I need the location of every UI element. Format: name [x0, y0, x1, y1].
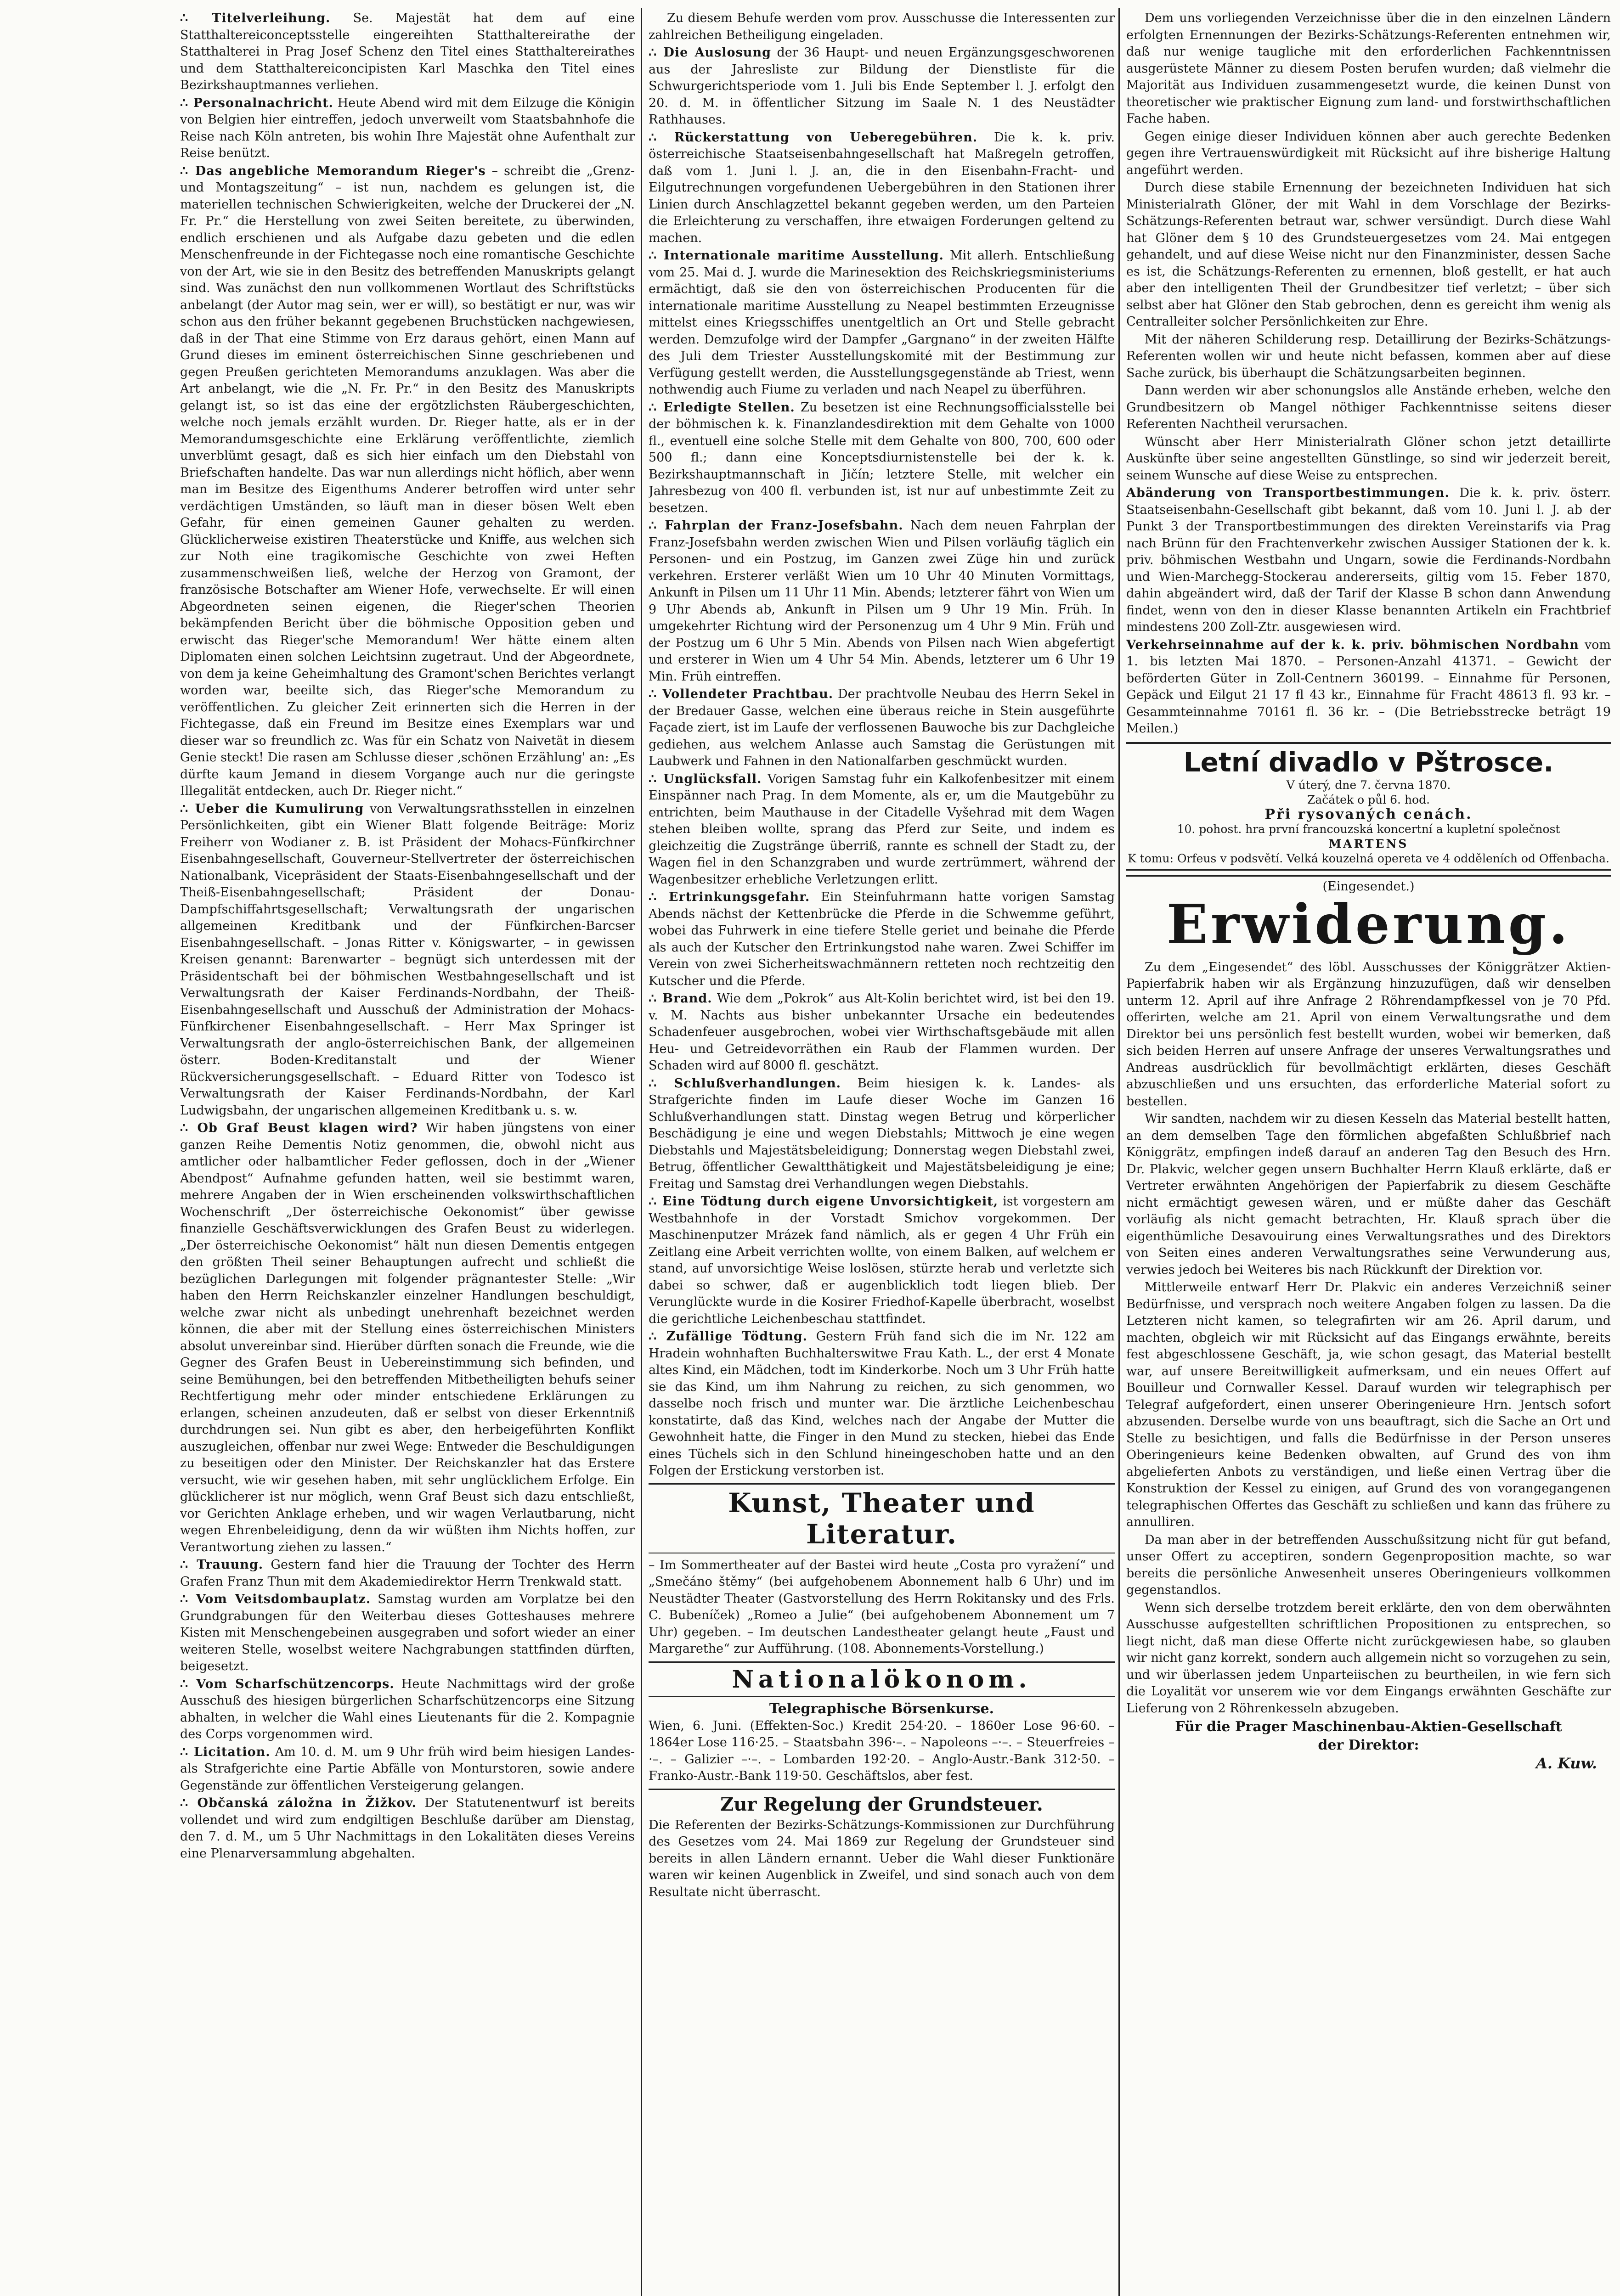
article — [649, 248, 1115, 399]
column-rule — [1118, 8, 1120, 2296]
erwiderung-paragraph: Da man aber in der betreffenden Ausschußsitzung nicht für gut befand, unser Offert zu acceptiren, sondern Gegenproposition machte, so war bereits die persönliche Anwesenheit unseres Oberingenieurs vollkommen gegenstandlos. — [1126, 1532, 1611, 1597]
article-heading: ∴ Schlußverhandlungen. — [649, 1076, 841, 1091]
article-text: Dem uns vorliegenden Verzeichnisse über die in den einzelnen Ländern erfolgten Ernennungen der Bezirks-Schätzungs-Referenten entnehmen wir, daß nur wenige taugliche mit den erforderlichen Fachkenntnissen ausgerüstete Männer zu diesem Posten berufen wurden; daß vielmehr die Majorität aus Individuen zusammengesetzt wurde, die keinen Dunst von theoretischer wie praktischer Eignung zum land- und forstwirthschaftlichen Fache haben. — [1126, 11, 1611, 126]
article-heading: ∴ Unglücksfall. — [649, 771, 762, 786]
article — [649, 1328, 1115, 1480]
article — [649, 45, 1115, 129]
erwiderung-paragraph: Zu dem „Eingesendet“ des löbl. Ausschusses der Königgrätzer Aktien-Papierfabrik haben wir als Ergänzung hinzuzufügen, daß wir denselben unterm 12. April auf ihre Anfrage 2 Röhrendampfkessel von je 70 Pfd. offerirten, welche am 21. April von einem Verwaltungsrathe und dem Direktor bei uns persönlich fest bestellt wurden, wobei wir bemerken, daß sich beiden Herren auf unsere Anfrage der unseres Verwaltungsrathes und Andreas ausdrücklich für bevollmächtigt erklärten, dieses Geschäft abzuschließen und uns ersuchten, das erforderliche Material sofort zu bestellen. — [1126, 960, 1611, 1109]
article-heading: ∴ Zufällige Tödtung. — [649, 1329, 808, 1344]
kunst-article: – Im Sommertheater auf der Bastei wird heute „Costa pro vyražení“ und „Smečáno štěmy“ (bei aufgehobenem Abonnement halb 6 Uhr) und im Neustädter Theater (Gastvorstellung des Herrn Rokitansky und des Frls. C. Bubeníček) „Romeo a Julie“ (bei aufgehobenem Abonnement um 7 Uhr) gegeben. – Im deutschen Landestheater gelangt heute „Faust und Margarethe“ zur Aufführung. (108. Abonnements-Vorstellung.) — [649, 1558, 1115, 1656]
signature-name: A. Kuw. — [1536, 1755, 1597, 1772]
article-heading: ∴ Die Auslosung — [649, 45, 771, 60]
article-text: Se. Majestät hat dem auf eine Statthaltereiconceptsstelle eingereihten Statthaltereirathe der Statthalterei in Prag Josef Schenz den Titel eines Statthaltereirathes und dem Statthaltereiconcipisten Karl Maschka den Titel eines Bezirkshauptmannes verliehen. — [180, 11, 635, 92]
article-heading: ∴ Trauung. — [180, 1558, 264, 1572]
signature-company: Für die Prager Maschinenbau-Aktien-Gesellschaft — [1175, 1719, 1562, 1735]
article-text: Vorigen Samstag fuhr ein Kalkofenbesitzer mit einem Einspänner nach Prag. In dem Momente, als er, um die Mautgebühr zu entrichten, beim Mauthause in der Citadelle Vyšehrad mit dem Wagen stehen bleiben wollte, sprang das Pferd zur Seite, und indem es gleichzeitig die Zugstränge überriß, rannte es schnell der Stadt zu, der Wagen fiel in den Schanzgraben und wurde zertrümmert, während der Wagenbesitzer erhebliche Verletzungen erlitt. — [649, 771, 1115, 887]
article-heading: ∴ Vollendeter Prachtbau. — [649, 687, 834, 701]
article-heading: Abänderung von Transportbestimmungen. — [1126, 486, 1450, 500]
theatre-concert: 10. pohost. hra první francouzská koncertní a kupletní společnost — [1177, 822, 1560, 836]
article-heading: ∴ Fahrplan der Franz-Josefsbahn. — [649, 518, 903, 533]
article-text: Gestern fand hier die Trauung der Tochter des Herrn Grafen Franz Thun mit dem Akademiedirektor Herrn Trenkwald statt. — [180, 1558, 635, 1589]
article-heading: ∴ Občanská záložna in Žižkov. — [180, 1796, 417, 1810]
article-text: Nach dem neuen Fahrplan der Franz-Josefsbahn werden zwischen Wien und Pilsen vorläufig täglich ein Personen- und ein Postzug, im Ganzen zwei Züge hin und zurück verkehren. Ersterer verläßt Wien um 10 Uhr 40 Minuten Vormittags, Ankunft in Pilsen um 11 Uhr 11 Min. Abends; letzterer fährt von Wien um 9 Uhr Abends ab, Ankunft in Pilsen um 9 Uhr 19 Min. Früh. In umgekehrter Richtung wird der Personenzug um 4 Uhr 9 Min. Früh und der Postzug um 6 Uhr 5 Min. Abends von Pilsen nach Wien abgefertigt und ersterer in Wien um 4 Uhr 54 Min. Abends, letzterer um 6 Uhr 19 Min. Früh eintreffen. — [649, 518, 1115, 684]
grundsteuer-title: Zur Regelung der Grundsteuer. — [649, 1789, 1115, 1815]
article-text: Gegen einige dieser Individuen können aber auch gerechte Bedenken gegen ihre Vertrauenswürdigkeit mit Rücksicht auf ihre bisherige Haltung angeführt werden. — [1126, 129, 1611, 177]
article-heading: ∴ Ertrinkungsgefahr. — [649, 890, 810, 904]
article — [649, 518, 1115, 685]
article — [1126, 383, 1611, 433]
column-rule — [641, 8, 642, 2296]
article — [180, 1795, 635, 1862]
article-heading: ∴ Ob Graf Beust klagen wird? — [180, 1121, 418, 1135]
article — [180, 1744, 635, 1795]
erwiderung-title: Erwiderung. — [1166, 892, 1571, 956]
column-2 — [649, 10, 1115, 2296]
theatre-start: Začátek o půl 6. hod. — [1307, 793, 1430, 806]
theatre-advert — [1126, 742, 1611, 871]
article-text: Durch diese stabile Ernennung der bezeichneten Individuen hat sich Ministerialrath Glöner, der mit Wahl in dem Vorschlage der Bezirks-Schätzungs-Referenten betraut war, schwer versündigt. Durch diese Wahl hat Glöner dem § 10 des Grundsteuergesetzes vom 24. Mai entgegen gehandelt, und auf diese Weise nicht nur den Finanzminister, dessen Sache es ist, die Schätzungs-Referenten zu ernennen, bloß gestellt, er hat auch aber den intelligenten Theil der Grundbesitzer tief verletzt; – über sich selbst aber hat Glöner den Stab gebrochen, denn es gereicht ihm wenig als Centralleiter solcher Persönlichkeiten zur Ehre. — [1126, 180, 1611, 329]
eingesendet-label: (Eingesendet.) — [1126, 875, 1611, 894]
article — [1126, 485, 1611, 636]
article — [180, 95, 635, 162]
article-text: Ein Steinfuhrmann hatte vorigen Samstag Abends nächst der Kettenbrücke die Pferde in die Schwemme geführt, wobei das Fuhrwerk in eine tiefere Stelle geriet und beinahe die Pferde als auch der Kutscher den Ertrinkungstod nahe waren. Zwei Schiffer im Verein von zwei Sicherheitswachmännern retteten noch rechtzeitig den Kutscher und die Pferde. — [649, 890, 1115, 988]
article — [649, 771, 1115, 889]
article — [1126, 10, 1611, 128]
theatre-date: V úterý, dne 7. června 1870. — [1286, 778, 1451, 792]
article-text: Dann werden wir aber schonungslos alle Anstände erheben, welche den Grundbesitzern ob Mangel nöthiger Fachkenntnisse seitens dieser Referenten Nachtheil verursachen. — [1126, 383, 1611, 431]
column-3-articles — [1126, 10, 1611, 737]
article-heading: ∴ Internationale maritime Ausstellung. — [649, 248, 944, 263]
article — [649, 400, 1115, 517]
article-text: Wie dem „Pokrok“ aus Alt-Kolin berichtet wird, ist bei den 19. v. M. Nachts aus bisher unbekannter Ursache ein bedeutendes Schadenfeuer ausgebrochen, wobei vier Wirthschaftsgebäude mit allen Heu- und Getreidevorräthen ein Raub der Flammen wurden. Der Schaden wird auf 8000 fl. geschätzt. — [649, 991, 1115, 1073]
article-text: Gestern Früh fand sich die im Nr. 122 am Hradein wohnhaften Buchhalterswitwe Frau Kath. L., der erst 4 Monate altes Kind, ein Mädchen, todt im Kinderkorbe. Noch um 3 Uhr Früh hatte sie das Kind, um ihm Nahrung zu reichen, zu sich genommen, wo dasselbe noch frisch und munter war. Die ärztliche Leichenbeschau konstatirte, daß das Kind, welches nach der Angabe der Mutter die Gewohnheit hatte, die Finger in den Mund zu stecken, hiebei das Ende eines Tüchels sich in den Schlund hineingeschoben hatte und an den Folgen der Erstickung verstorben ist. — [649, 1329, 1115, 1478]
article — [649, 129, 1115, 247]
article-heading: ∴ Ueber die Kumulirung — [180, 801, 364, 816]
article — [1126, 180, 1611, 331]
theatre-company: MARTENS — [1328, 837, 1409, 850]
article — [180, 801, 635, 1120]
erwiderung-paragraph: Wir sandten, nachdem wir zu diesen Kesseln das Material bestellt hatten, an dem demselben Tage den förmlichen abgefaßten Schlußbrief nach Königgrätz, empfingen indeß darauf an anderen Tag den Besuch des Hrn. Dr. Plakvic, welcher gegen unsern Buchhalter Herrn Klauß erklärte, daß er Vertreter erwähnten Angehörigen der Papierfabrik zu diesem Geschäfte nicht ermächtigt gewesen wären, und er müßte daher das Geschäft vorläufig als nicht gemacht betrachten, Hr. Klauß sprach über die eigenthümliche Desavouirung eines Verwaltungsrathes und des Direktors von Seiten eines anderen Verwaltungsrathes seine Verwunderung aus, verwies jedoch bei Weiteres bis nach Rückkunft der Direktion vor. — [1126, 1112, 1611, 1277]
erwiderung-body — [1126, 959, 1611, 1717]
article-text: Mit allerh. Entschließung vom 25. Mai d. J. wurde die Marinesektion des Reichskriegsministeriums ermächtigt, daß sie den von österreichischen Producenten für die internationale maritime Ausstellung zu Neapel bestimmten Erzeugnisse mittelst eines Kriegsschiffes unentgeltlich an Ort und Stelle gebracht werden. Demzufolge wird der Dampfer „Gargnano“ in der zweiten Hälfte des Juli dem Triester Ausstellungskomité mit der Bestimmung zur Verfügung gestellt werden, die Ausstellungsgegenstände ab Triest, wenn nothwendig auch Fiume zu verladen und nach Neapel zu überführen. — [649, 248, 1115, 397]
article-heading: ∴ Rückerstattung von Ueberegebühren. — [649, 130, 978, 145]
article-text: Samstag wurden am Vorplatze bei den Grundgrabungen für den Weiterbau dieses Gotteshauses mehrere Kisten mit Menschengebeinen ausgegraben und sofort wieder an einer weiteren Stelle, woselbst weitere Nachgrabungen stattfinden dürften, beigesetzt. — [180, 1592, 635, 1673]
article — [1126, 129, 1611, 179]
erwiderung-paragraph: Wenn sich derselbe trotzdem bereit erklärte, den von dem oberwähnten Ausschusse aufgestellten schriftlichen Propositionen zu entsprechen, so liegt nicht, daß man diese Offerte nicht zurückgewiesen habe, so glauben wir nicht ganz korrekt, sondern auch allgemein nicht so vorzugehen zu sein, und wir überlassen jedem Unparteiischen zu beurtheilen, in wie fern sich die Loyalität vor unserem wie vor dem Eingangs erwähnten Geschäfte zur Lieferung von 2 Röhrenkesseln abzugeben. — [1126, 1600, 1611, 1716]
article — [649, 686, 1115, 770]
article-heading: ∴ Erledigte Stellen. — [649, 400, 795, 415]
erwiderung-paragraph: Mittlerweile entwarf Herr Dr. Plakvic ein anderes Verzeichniß seiner Bedürfnisse, und versprach noch weitere Angaben folgen zu lassen. Da die Letzteren nicht kamen, so telegrafirten wir am 26. April darum, und machten, obgleich wir mit Rücksicht auf das Eingangs erwähnte, bereits fest abgeschlossene Geschäft, ja, wie schon gesagt, das Material bestellt war, auf unsere Bereitwilligkeit aufmerksam, und ein neues Offert auf Bouilleur und Cornwaller Kessel. Darauf wurden wir telegraphisch per Telegraf aufgefordert, einen unserer Oberingenieure Hrn. Jentsch sofort abzusenden. Derselbe wurde von uns beauftragt, sich die Sache an Ort und Stelle zu besichtigen, und falls die Bedürfnisse in der Person unseres Oberingenieurs keine Bedenken obwalten, auf Grund des von ihm abgelieferten Anbots zu verständigen, und ließe einen Vertrag über die Konstruktion der Kessel zu einigen, auf Grund des von vorangegangenen telegraphischen Offertes das Geschäft zu schließen und kann das frühere zu annulliren. — [1126, 1280, 1611, 1529]
boersenkurse-subtitle: Telegraphische Börsenkurse. — [769, 1700, 994, 1717]
theatre-prices: Při rysovaných cenách. — [1264, 806, 1473, 822]
article-text: Heute Nachmittags wird der große Ausschuß des hiesigen bürgerlichen Scharfschützencorps eine Sitzung abhalten, in welcher die Wahl eines Lieutenants für die 2. Kompagnie des Corps vorgenommen wird. — [180, 1677, 635, 1741]
article — [1126, 637, 1611, 737]
article-text: von Verwaltungsrathsstellen in einzelnen Persönlichkeiten, gibt ein Wiener Blatt folgende Beiträge: Moriz Freiherr von Wodianer z. B. ist Präsident der Mohacs-Fünfkirchner Eisenbahngesellschaft, Gouverneur-Stellvertreter der österreichischen Nationalbank, Vicepräsident der Staats-Eisenbahngesellschaft und der Theiß-Eisenbahngesellschaft; Präsident der Donau-Dampfschiffahrtsgesellschaft; Verwaltungsrath der ungarischen allgemeinen Kreditbank und der Fünfkirchen-Barcser Eisenbahngesellschaft. – Jonas Ritter v. Königswarter, – in gewissen Kreisen genannt: Barenwarter – begnügt sich unterdessen mit der Präsidentschaft bei der böhmischen Westbahngesellschaft und ist Verwaltungsrath der Kaiser Ferdinands-Nordbahn, der Theiß-Eisenbahngesellschaft und Ausschuß der Administration der Mohacs-Fünfkirchener Eisenbahngesellschaft. – Herr Max Springer ist Verwaltungsrath der anglo-österreichischen Bank, der allgemeinen österr. Boden-Kreditanstalt und der Wiener Rückversicherungsgesellschaft. – Eduard Ritter von Todesco ist Verwaltungsrath der Kaiser Ferdinands-Nordbahn, der Karl Ludwigsbahn, der ungarischen allgemeinen Kreditbank u. s. w. — [180, 801, 635, 1118]
article-text: Beim hiesigen k. k. Landes- als Strafgerichte finden im Laufe dieser Woche im Ganzen 16 Schlußverhandlungen statt. Dinstag wegen Betrug und körperlicher Beschädigung je eine und wegen Diebstahls; Mittwoch je eine wegen Diebstahls und Majestätsbeleidigung; Donnerstag wegen Diebstahl zwei, Betrug, öffentlicher Gewaltthätigkeit und Majestätsbeleidigung je eine; Freitag und Samstag drei Verhandlungen wegen Diebstahls. — [649, 1076, 1115, 1191]
article-text: der 36 Haupt- und neuen Ergänzungsgeschworenen aus der Jahresliste zur Bildung der Dienstliste für die Schwurgerichtsperiode vom 1. Juli bis Ende September l. J. erfolgt den 20. d. M. in öffentlicher Sitzung im Saale N. 1 des Neustädter Rathhauses. — [649, 45, 1115, 127]
theatre-finale: K tomu: Orfeus v podsvětí. Velká kouzelná opereta ve 4 odděleních od Offenbacha. — [1128, 851, 1609, 865]
column-3 — [1126, 10, 1611, 2296]
article-heading: ∴ Titelverleihung. — [180, 11, 331, 25]
section-title-kunst: Kunst, Theater und Literatur. — [649, 1483, 1115, 1553]
signature-role: der Direktor: — [1318, 1737, 1419, 1753]
article-text: Wünscht aber Herr Ministerialrath Glöner schon jetzt detaillirte Auskünfte über seine angestellten Günstlinge, so sind wir jederzeit bereit, seinem Wunsche auf diese Weise zu entsprechen. — [1126, 434, 1611, 483]
article-heading: ∴ Licitation. — [180, 1745, 271, 1759]
article — [1126, 434, 1611, 484]
article — [1126, 332, 1611, 382]
article-text: Die k. k. priv. österreichische Staatseisenbahngesellschaft hat Maßregeln getroffen, daß vom 1. Juni l. J. an, die in den Eisenbahn-Fracht- und Eilgutrechnungen vorgefundenen Uebergebühren in den Stationen ihrer Linien durch Anschlagzettel bekannt gegeben werden, um den Parteien die Erleichterung zu verschaffen, ihre etwaigen Forderungen geltend zu machen. — [649, 130, 1115, 245]
article — [180, 1557, 635, 1590]
column-1 — [180, 10, 635, 2296]
article — [649, 889, 1115, 990]
article — [649, 10, 1115, 44]
grundsteuer-text: Die Referenten der Bezirks-Schätzungs-Kommissionen zur Durchführung des Gesetzes vom 24. Mai 1869 zur Regelung der Grundsteuer sind bereits in allen Ländern ernannt. Ueber die Wahl dieser Funktionäre waren wir keinen Augenblick in Zweifel, und sind sonach auch von dem Resultate nicht überrascht. — [649, 1818, 1115, 1899]
article-text: Der prachtvolle Neubau des Herrn Sekel in der Bredauer Gasse, welchen eine überaus reiche in Stein ausgeführte Façade ziert, ist im Laufe der verflossenen Bauwoche bis zur Dachgleiche gediehen, aus welchem Anlasse auch Samstag die Gerüstungen mit Laubwerk und Fahnen in den Nationalfarben geschmückt wurden. — [649, 687, 1115, 768]
column-2-articles — [649, 10, 1115, 1480]
article-heading: ∴ Das angebliche Memorandum Rieger's — [180, 163, 486, 178]
article — [180, 163, 635, 800]
article-text: Zu diesem Behufe werden vom prov. Ausschusse die Interessenten zur zahlreichen Betheiligung eingeladen. — [649, 11, 1115, 42]
article-text: – schreibt die „Grenz- und Montagszeitung“ – ist nun, nachdem es gelungen ist, die materiellen technischen Schwierigkeiten, welche der Druckerei der „N. Fr. Pr.“ die Herstellung von zwei Seiten bereitete, zu überwinden, endlich erschienen und als Aufgabe dazu gebeten und die edlen Menschenfreunde in der Fichtegasse noch eine romantische Geschichte von der Art, wie sie in den Besitz des betreffenden Manuskripts gelangt sind. Was zunächst den nun vollkommenen Wortlaut des Schriftstücks anbelangt (der Autor mag sein, wer er will), so bestätigt er nur, was wir schon aus den früher bekannt gegebenen Bruchstücken nachgewiesen, daß in der That eine Stimme von Erz daraus gehört, einen Mann auf Grund dieses im eminent österreichischen Sinne geschriebenen und gegen Preußen gerichteten Memorandums anzuklagen. Was aber die Art anbelangt, wie die „N. Fr. Pr.“ in den Besitz des Manuskripts gelangt ist, so ist das eine der ergötzlichsten Räubergeschichten, welche noch jemals erzählt wurden. Dr. Rieger hatte, als er in der Memorandumsgeschichte eine Erklärung veröffentlichte, ziemlich unverblümt gesagt, daß es sich hier einfach um den Diebstahl von Briefschaften handelte. Das war nun allerdings nicht höflich, aber wenn man im Besitze des Eigenthums Anderer betroffen wird unter sehr verdächtigen Umständen, so läuft man in dieser bösen Welt eben Gefahr, für einen gemeinen Gauner gehalten zu werden. Glücklicherweise existiren Theaterstücke und Kniffe, aus welchen sich zur Noth eine tragikomische Geschichte von zwei Heften zusammenschweißen ließ, welche der Herzog von Gramont, der französische Botschafter am Wiener Hofe, verwechselte. Er will einen Abgeordneten seinen eigenen, die Rieger'schen Theorien bekämpfenden Bericht über die böhmische Opposition geben und erwischt das Rieger'sche Memorandum! Wer hätte einem alten Diplomaten einen solchen Leichtsinn zugetraut. Und der Abgeordnete, von dem ja keine Geheimhaltung des Gramont'schen Berichtes verlangt worden war, beeilte sich, das Rieger'sche Memorandum zu veröffentlichen. Zu gleicher Zeit erinnerten sich die Herren in der Fichtegasse, daß ein Freund im Besitze eines Exemplars war und dieser war so freundlich zc. Was für ein Schatz von Naivetät in diesem Genie steckt! Die rasen am Schlusse dieser ‚schönen Erzählung' an: „Es dürfte kaum Jemand in diesem Vorgange auch nur die geringste Illegalität entdecken, auch Dr. Rieger nicht.“ — [180, 163, 635, 798]
article-text: Am 10. d. M. um 9 Uhr früh wird beim hiesigen Landes- als Strafgerichte eine Partie Abfälle von Monturstoren, sowie andere Gegenstände zur öffentlichen Versteigerung gelangen. — [180, 1745, 635, 1793]
article — [180, 10, 635, 94]
article-text: Heute Abend wird mit dem Eilzuge die Königin von Belgien hier eintreffen, jedoch unverweilt vom Staatsbahnhofe die Reise nach Köln antreten, bis wohin Ihre Majestät ohne Aufenthalt zur Reise benützt. — [180, 96, 635, 160]
article-heading: ∴ Eine Tödtung durch eigene Unvorsichtigkeit, — [649, 1194, 999, 1209]
boersenkurse-text: Wien, 6. Juni. (Effekten-Soc.) Kredit 254·20. – 1860er Lose 96·60. – 1864er Lose 116·25. – Staatsbahn 396·–. – Napoleons –·–. – Steuerfreies –·–. – Galizier –·–. – Lombarden 192·20. – Anglo-Austr.-Bank 312·50. – Franko-Austr.-Bank 119·50. Geschäftslos, aber fest. — [649, 1718, 1115, 1783]
article-text: Mit der näheren Schilderung resp. Detaillirung der Bezirks-Schätzungs-Referenten wollen wir und heute nicht befassen, kommen aber auf diese Sache zurück, bis überhaupt die Schätzungsarbeiten beginnen. — [1126, 332, 1611, 380]
article — [180, 1591, 635, 1675]
article — [649, 990, 1115, 1075]
article — [649, 1193, 1115, 1328]
article-heading: ∴ Vom Veitsdombauplatz. — [180, 1592, 371, 1606]
article-text: vom 1. bis letzten Mai 1870. – Personen-Anzahl 41371. – Gewicht der beförderten Güter in Zoll-Centnern 360199. – Einnahme für Personen, Gepäck und Eilgut 21 17 fl 43 kr., Einnahme für Fracht 48613 fl. 93 kr. – Gesammteinnahme 70161 fl. 36 kr. – (Die Betriebsstrecke beträgt 19 Meilen.) — [1126, 637, 1611, 736]
article — [649, 1075, 1115, 1193]
article-text: Der Statutenentwurf ist bereits vollendet und wird zum endgiltigen Beschluße darüber am Dienstag, den 7. d. M., um 5 Uhr Nachmittags in den Lokalitäten dieses Vereins eine Plenarversammlung abgehalten. — [180, 1796, 635, 1861]
article-heading: ∴ Brand. — [649, 991, 712, 1006]
article-heading: ∴ Personalnachricht. — [180, 96, 333, 110]
article-heading: ∴ Vom Scharfschützencorps. — [180, 1677, 395, 1691]
article — [180, 1120, 635, 1556]
article-text: Die k. k. priv. österr. Staatseisenbahn-Gesellschaft gibt bekannt, daß vom 10. Juni l. J. ab der Punkt 3 der Transportbestimmungen des direkten Vereinstarifs via Prag nach Brünn für den Frachtenverkehr zwischen Aussiger Stationen der k. k. priv. böhmischen Westbahn und Ungarn, sowie die Ferdinands-Nordbahn und Wien-Marchegg-Stockerau andererseits, giltig vom 15. Feber 1870, dahin abgeändert wird, daß der Tarif der Klasse B schon dann Anwendung findet, wenn von den in dieser Klasse benannten Artikeln ein Frachtbrief mindestens 200 Zoll-Ztr. ausgewiesen wird. — [1126, 486, 1611, 634]
article — [180, 1676, 635, 1743]
article-text: Wir haben jüngstens von einer ganzen Reihe Dementis Notiz genommen, die, obwohl nicht aus amtlicher oder halbamtlicher Feder geflossen, doch in der „Wiener Abendpost“ Aufnahme gefunden hatten, weil sie bestimmt waren, mehrere Angaben der in Wien erscheinenden volkswirthschaftlichen Wochenschrift „Der österreichische Oekonomist“ über gewisse finanzielle Geschäftsverwicklungen des Grafen Beust zu widerlegen. „Der österreichische Oekonomist“ hält nun diesen Dementis entgegen den größten Theil seiner Behauptungen aufrecht und schließt die bezüglichen Darlegungen mit folgender prägnantester Stelle: „Wir haben den Herrn Reichskanzler einzelner Handlungen beschuldigt, welche zwar nicht als unbedingt unehrenhaft bezeichnet werden können, die aber mit der Stellung eines österreichischen Ministers absolut unvereinbar sind. Hierüber dürften sonach die Freunde, wie die Gegner des Grafen Beust in Uebereinstimmung sich befinden, und seine Bemühungen, bei den betreffenden Mitbetheiligten behufs seiner Rechtfertigung mehr oder minder entschiedene Erklärungen zu erlangen, scheinen anzudeuten, daß er selbst von dieser Erkenntniß durchdrungen sei. Nun gibt es aber, den herbeigeführten Konflikt auszugleichen, offenbar nur zwei Wege: Entweder die Beschuldigungen zu beseitigen oder den Minister. Der Reichskanzler hat das Erstere versucht, wie wir gesehen haben, mit sehr unglücklichem Erfolge. Ein glücklicherer ist nur möglich, wenn Graf Beust sich dazu entschließt, vor Gerichten Anklage erheben, und wir wagen Verlautbarung, nicht wegen Ehrenbeleidigung, denn da wir wüßten ihm Nichts hoffen, zur Verantwortung ziehen zu lassen.“ — [180, 1121, 635, 1554]
article-text: Zu besetzen ist eine Rechnungsofficialsstelle bei der böhmischen k. k. Finanzlandesdirektion mit dem Gehalte von 1000 fl., eventuell eine solche Stelle mit dem Gehalte von 800, 700, 600 oder 500 fl.; dann eine Konceptsdiurnistenstelle bei der k. k. Bezirkshauptmannschaft in Jičín; letztere Stelle, mit welcher ein Jahresbezug von 400 fl. verbunden ist, ist nur auf unbestimmte Zeit zu besetzen. — [649, 400, 1115, 515]
theatre-title: Letní divadlo v Pštrosce. — [1183, 746, 1554, 778]
article-heading: Verkehrseinnahme auf der k. k. priv. böhmischen Nordbahn — [1126, 637, 1579, 652]
section-title-nationalokonom: Nationalökonom. — [649, 1661, 1115, 1697]
article-text: ist vorgestern am Westbahnhofe in der Vorstadt Smichov vorgekommen. Der Maschinenputzer Mrázek fand nämlich, als er gegen 4 Uhr Früh ein Zeitlang eine Arbeit verrichten wollte, von einem Balken, auf welchem er stand, auf unvorsichtige Weise loslösen, stürzte herab und verletzte sich dabei so schwer, daß er augenblicklich todt liegen blieb. Der Verunglückte wurde in die Kosirer Friedhof-Kapelle überbracht, woselbst die gerichtliche Leichenbeschau stattfindet. — [649, 1194, 1115, 1326]
